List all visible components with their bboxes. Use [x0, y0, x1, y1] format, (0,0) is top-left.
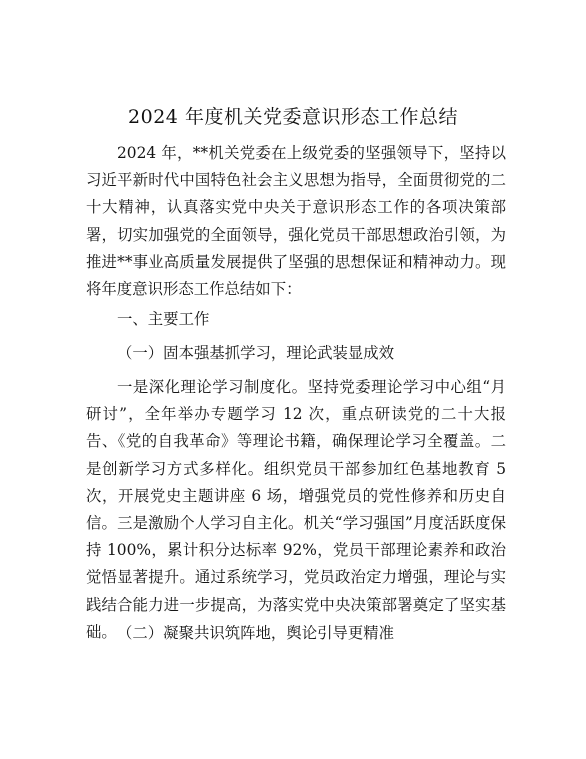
- subsection-heading-study: （一）固本强基抓学习，理论武装显成效: [117, 344, 395, 362]
- subsection-heading-consensus: （二）凝聚共识筑阵地，舆论引导更精准: [117, 624, 395, 642]
- subsection-body-study: 一是深化理论学习制度化。坚持党委理论学习中心组“月研讨”，全年举办专题学习 12 次，重点研读党的二十大报告、《党的自我革命》等理论书籍，确保理论学习全覆盖。二是创新学习方式多样化。组织党员干部参加红色基地教育 5 次，开展党史主题讲座 6 场，增强党员的党性修养和历史自信。三是激励个人学习自主化。机关“学习强国”月度活跃度保持 100%，累计积分达标率 92%，党员干部理论素养和政治觉悟显著提升。通过系统学习，党员政治定力增强，理论与实践结合能力进一步提高，为落实党中央决策部署奠定了坚实基础。: [86, 378, 506, 641]
- section-heading-main-work: 一、主要工作: [117, 310, 210, 328]
- document-title: 2024 年度机关党委意识形态工作总结: [128, 106, 458, 128]
- intro-paragraph: 2024 年，**机关党委在上级党委的坚强领导下，坚持以习近平新时代中国特色社会主义思想为指导，全面贯彻党的二十大精神，认真落实党中央关于意识形态工作的各项决策部署，切实加强党的全面领导，强化党员干部思想政治引领，为推进**事业高质量发展提供了坚强的思想保证和精神动力。现将年度意识形态工作总结如下：: [86, 144, 506, 299]
